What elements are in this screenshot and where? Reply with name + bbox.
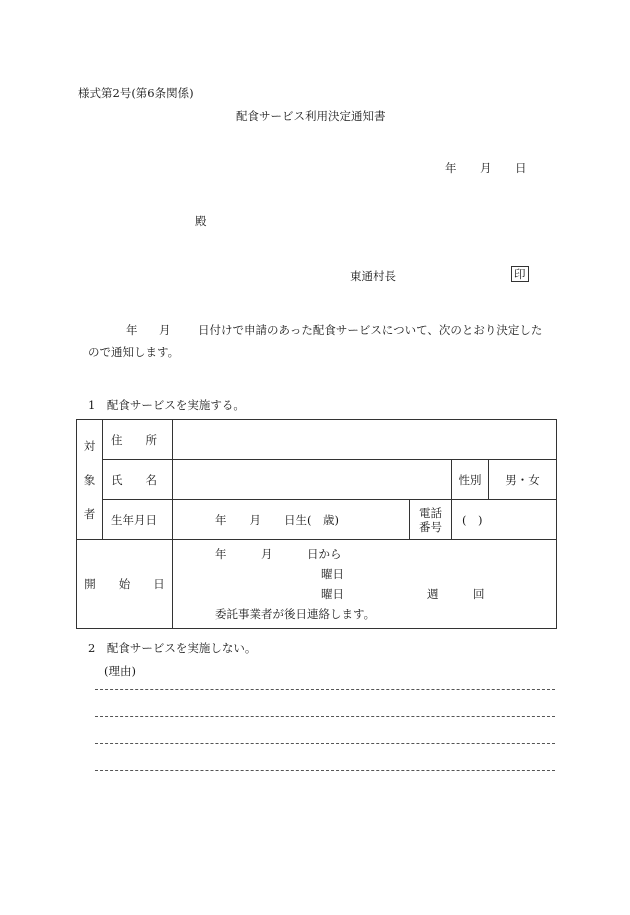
address-field[interactable] <box>173 420 557 460</box>
gender-field[interactable]: 男・女 <box>489 460 557 500</box>
birth-row <box>77 500 557 540</box>
date-day: 日 <box>515 161 527 175</box>
reason-line[interactable] <box>95 689 555 690</box>
document-title: 配食サービス利用決定通知書 <box>236 109 386 123</box>
start-label: 開 始 日 <box>77 540 173 629</box>
phone-label <box>410 500 452 540</box>
body-text-line1: 日付けで申請のあった配食サービスについて、次のとおり決定した <box>198 323 543 337</box>
contractor-note: 委託事業者が後日連絡します。 <box>215 607 376 621</box>
seal-stamp <box>511 266 529 282</box>
name-field[interactable] <box>173 460 452 500</box>
reason-label: (理由) <box>104 664 136 678</box>
subject-label-char: 対 <box>83 438 96 453</box>
phone-field[interactable]: ( ) <box>452 500 557 540</box>
start-row <box>77 540 557 629</box>
issuer-name: 東通村長 <box>350 269 396 283</box>
date-month: 月 <box>480 161 492 175</box>
start-date-line: 年 月 日から <box>215 547 342 561</box>
phone-label-line2: 番号 <box>419 519 442 534</box>
start-field[interactable] <box>173 540 557 629</box>
body-year: 年 <box>126 323 138 337</box>
section2-heading: 2 配食サービスを実施しない。 <box>88 641 257 655</box>
birth-label: 生年月日 <box>103 500 173 540</box>
body-month: 月 <box>159 323 171 337</box>
birth-field[interactable]: 年 月 日生( 歳) <box>173 500 410 540</box>
reason-line[interactable] <box>95 716 555 717</box>
section1-heading: 1 配食サービスを実施する。 <box>88 398 245 412</box>
form-number: 様式第2号(第6条関係) <box>78 86 194 100</box>
service-table <box>76 419 557 629</box>
subject-label-char: 象 <box>83 472 96 487</box>
address-label: 住 所 <box>103 420 173 460</box>
addressee-honorific: 殿 <box>195 214 207 228</box>
phone-label-line1: 電話 <box>419 505 442 520</box>
subject-label-char: 者 <box>83 506 96 521</box>
frequency-line: 週 回 <box>427 587 485 601</box>
reason-line[interactable] <box>95 743 555 744</box>
address-row <box>77 420 557 460</box>
name-row <box>77 460 557 500</box>
name-label: 氏 名 <box>103 460 173 500</box>
seal-mark: 印 <box>511 266 529 282</box>
weekday-line-1: 曜日 <box>321 567 344 581</box>
date-year: 年 <box>445 161 457 175</box>
gender-label: 性別 <box>452 460 489 500</box>
reason-line[interactable] <box>95 770 555 771</box>
subject-label-cell <box>77 420 103 540</box>
body-text-line2: ので通知します。 <box>88 345 180 359</box>
weekday-line-2: 曜日 <box>321 587 344 601</box>
